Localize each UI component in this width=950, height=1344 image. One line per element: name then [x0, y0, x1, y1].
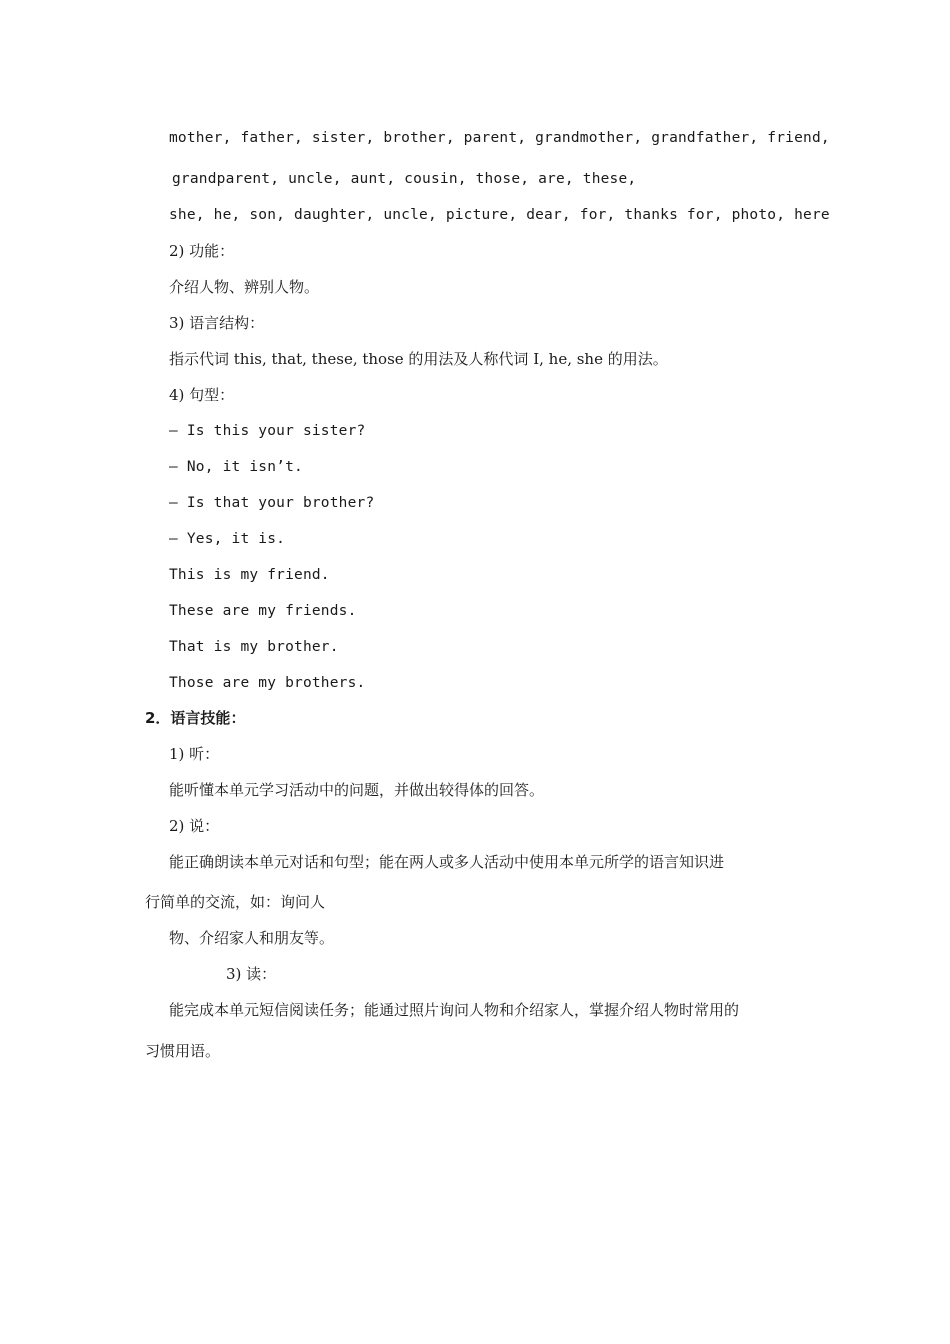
structure-heading: 3) 语言结构： [169, 314, 265, 332]
pattern-line: — No, it isn’t. [169, 459, 303, 475]
speak-heading: 2) 说： [169, 817, 220, 835]
pattern-line: — Is this your sister? [169, 423, 366, 439]
pattern-line: These are my friends. [169, 603, 357, 619]
pattern-line: — Is that your brother? [169, 495, 375, 511]
speak-text-1: 能正确朗读本单元对话和句型；能在两人或多人活动中使用本单元所学的语言知识进 [169, 853, 725, 871]
function-heading: 2) 功能： [169, 242, 235, 260]
patterns-heading: 4) 句型： [169, 386, 235, 404]
listen-heading: 1) 听： [169, 745, 220, 763]
vocab-line-1: mother, father, sister, brother, parent, grandmother, grandfather, friend, [169, 130, 830, 146]
vocab-line-2: grandparent, uncle, aunt, cousin, those, are, these, [172, 171, 637, 187]
function-text: 介绍人物、辨别人物。 [169, 278, 320, 296]
structure-text: 指示代词 this, that, these, those 的用法及人称代词 I, he, she 的用法。 [169, 350, 668, 368]
pattern-line: Those are my brothers. [169, 675, 366, 691]
read-text-2: 习惯用语。 [145, 1042, 221, 1060]
pattern-line: This is my friend. [169, 567, 330, 583]
speak-text-3: 物、介绍家人和朋友等。 [169, 929, 335, 947]
skills-heading: 2．语言技能： [145, 709, 246, 727]
pattern-line: That is my brother. [169, 639, 339, 655]
pattern-line: — Yes, it is. [169, 531, 286, 547]
listen-text: 能听懂本单元学习活动中的问题，并做出较得体的回答。 [169, 781, 545, 799]
speak-text-2: 行简单的交流，如：询问人 [145, 893, 326, 911]
read-text-1: 能完成本单元短信阅读任务；能通过照片询问人物和介绍家人，掌握介绍人物时常用的 [169, 1001, 740, 1019]
read-heading: 3) 读： [226, 965, 277, 983]
vocab-line-3: she, he, son, daughter, uncle, picture, dear, for, thanks for, photo, here [169, 207, 830, 223]
